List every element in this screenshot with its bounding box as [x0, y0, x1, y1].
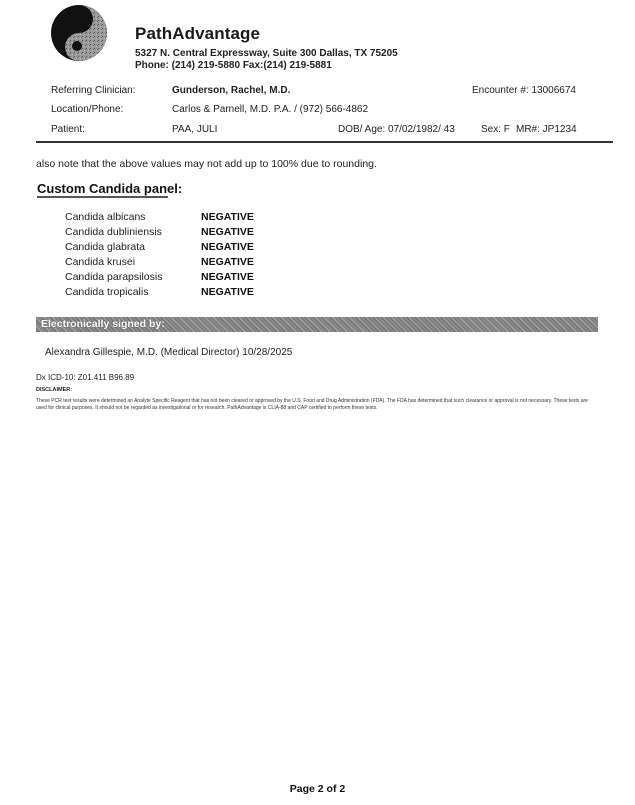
result-value: NEGATIVE — [201, 286, 254, 298]
location-phone-label: Location/Phone: — [51, 104, 124, 115]
result-row — [65, 241, 285, 256]
rounding-note: also note that the above values may not add up to 100% due to rounding. — [36, 158, 377, 170]
signer-line: Alexandra Gillespie, M.D. (Medical Director) 10/28/2025 — [45, 347, 293, 358]
patient-name: PAA, JULI — [172, 124, 218, 135]
result-row — [65, 286, 285, 301]
referring-clinician-label: Referring Clinician: — [51, 85, 136, 96]
signature-bar-label: Electronically signed by: — [41, 318, 165, 330]
result-value: NEGATIVE — [201, 271, 254, 283]
location-phone-value: Carlos & Parnell, M.D. P.A. / (972) 566-4862 — [172, 104, 369, 115]
result-row — [65, 226, 285, 241]
encounter-number: Encounter #: 13006674 — [472, 85, 576, 96]
result-value: NEGATIVE — [201, 226, 254, 238]
medical-record-number: MR#: JP1234 — [516, 124, 577, 135]
referring-clinician-value: Gunderson, Rachel, M.D. — [172, 85, 291, 96]
organism-name: Candida krusei — [65, 256, 136, 268]
organism-name: Candida glabrata — [65, 241, 145, 253]
result-row — [65, 271, 285, 286]
page-number: Page 2 of 2 — [289, 783, 346, 795]
patient-sex: Sex: F — [481, 124, 510, 135]
header-divider — [36, 141, 613, 143]
lab-address — [135, 48, 398, 72]
diagnosis-codes: Dx ICD-10: Z01.411 B96.89 — [36, 373, 135, 382]
panel-title: Custom Candida panel: — [37, 181, 183, 196]
patient-label: Patient: — [51, 124, 85, 135]
disclaimer-text: These PCR test results were determined an Analyte Specific Reagent that has not been cleared or approved by the U.S. Food and Drug Administration (FDA). The FDA has determined that such clearance or approval is not necessary. These tests are used for clinical purposes. It should not be regarded as investigational or for research. PathAdvantage is CLIA-88 and CAP certified to perform these tests. — [36, 398, 588, 411]
organism-name: Candida parapsilosis — [65, 271, 163, 283]
yin-yang-logo-icon — [50, 4, 108, 62]
address-line: 5327 N. Central Expressway, Suite 300 Dallas, TX 75205 — [135, 48, 398, 59]
dob-age: DOB/ Age: 07/02/1982/ 43 — [338, 124, 455, 135]
result-value: NEGATIVE — [201, 256, 254, 268]
phone-fax-line: Phone: (214) 219-5880 Fax:(214) 219-5881 — [135, 60, 332, 71]
electronic-signature-bar — [36, 317, 598, 332]
result-row — [65, 256, 285, 271]
result-value: NEGATIVE — [201, 211, 254, 223]
brand-name: PathAdvantage — [135, 24, 261, 43]
organism-name: Candida albicans — [65, 211, 146, 223]
organism-name: Candida dubliniensis — [65, 226, 162, 238]
organism-name: Candida tropicalis — [65, 286, 149, 298]
disclaimer-heading: DISCLAIMER: — [36, 387, 73, 393]
panel-title-underline — [37, 196, 168, 198]
result-row — [65, 211, 285, 226]
result-value: NEGATIVE — [201, 241, 254, 253]
